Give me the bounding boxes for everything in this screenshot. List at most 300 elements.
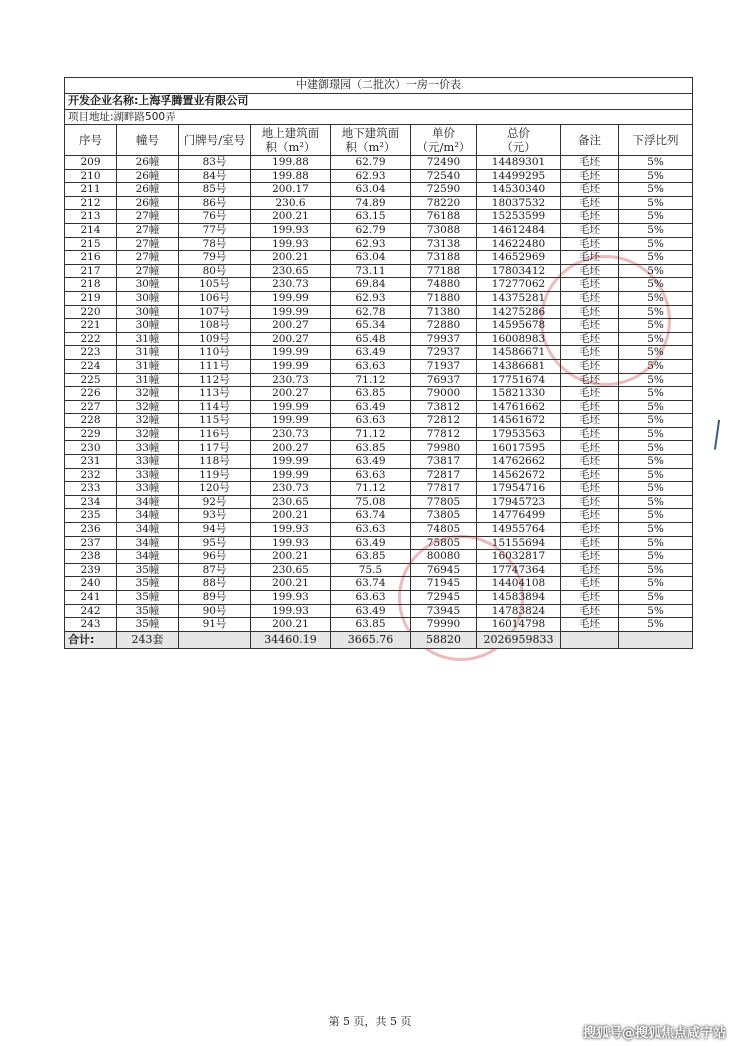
cell-remark: 毛坯 (561, 332, 619, 346)
cell-building: 33幢 (117, 441, 179, 455)
cell-building: 34幢 (117, 550, 179, 564)
header-unit-price-l1: 单价 (432, 126, 455, 140)
cell-building: 31幢 (117, 346, 179, 360)
cell-above-area: 199.99 (251, 414, 331, 428)
cell-seq: 242 (65, 604, 117, 618)
cell-unit: 85号 (179, 183, 251, 197)
cell-unit-price: 73138 (411, 237, 477, 251)
cell-discount: 5% (619, 577, 693, 591)
cell-discount: 5% (619, 278, 693, 292)
cell-unit: 115号 (179, 414, 251, 428)
cell-unit-price: 73805 (411, 509, 477, 523)
cell-total-price: 14652969 (477, 251, 561, 265)
cell-total-price: 14561672 (477, 414, 561, 428)
cell-above-area: 199.93 (251, 237, 331, 251)
cell-seq: 239 (65, 563, 117, 577)
cell-discount: 5% (619, 169, 693, 183)
cell-above-area: 199.99 (251, 305, 331, 319)
cell-total-price: 17747364 (477, 563, 561, 577)
header-above-area-l2: 积（m²） (265, 140, 316, 154)
cell-seq: 226 (65, 387, 117, 401)
cell-unit-price: 76188 (411, 210, 477, 224)
cell-above-area: 199.88 (251, 169, 331, 183)
cell-unit: 79号 (179, 251, 251, 265)
cell-total-price: 15155694 (477, 536, 561, 550)
cell-total-price: 17277062 (477, 278, 561, 292)
cell-total-price: 15821330 (477, 387, 561, 401)
cell-discount: 5% (619, 359, 693, 373)
cell-remark: 毛坯 (561, 495, 619, 509)
cell-total-price: 14595678 (477, 319, 561, 333)
cell-building: 30幢 (117, 278, 179, 292)
cell-below-area: 63.63 (331, 414, 411, 428)
header-below-area-l2: 积（m²） (345, 140, 396, 154)
table-row (65, 536, 693, 550)
table-row (65, 346, 693, 360)
cell-unit-price: 73088 (411, 223, 477, 237)
cell-unit: 107号 (179, 305, 251, 319)
cell-unit: 96号 (179, 550, 251, 564)
totals-total-price: 2026959833 (477, 631, 561, 648)
table-row (65, 591, 693, 605)
cell-building: 27幢 (117, 223, 179, 237)
cell-unit: 92号 (179, 495, 251, 509)
table-row (65, 210, 693, 224)
cell-remark: 毛坯 (561, 210, 619, 224)
cell-seq: 211 (65, 183, 117, 197)
cell-seq: 216 (65, 251, 117, 265)
cell-remark: 毛坯 (561, 414, 619, 428)
cell-above-area: 199.93 (251, 591, 331, 605)
cell-below-area: 62.93 (331, 169, 411, 183)
cell-above-area: 200.21 (251, 210, 331, 224)
cell-above-area: 200.27 (251, 332, 331, 346)
cell-discount: 5% (619, 591, 693, 605)
cell-seq: 235 (65, 509, 117, 523)
totals-below-area: 3665.76 (331, 631, 411, 648)
developer-name: 开发企业名称:上海孚腾置业有限公司 (65, 94, 693, 110)
cell-unit: 105号 (179, 278, 251, 292)
cell-remark: 毛坯 (561, 550, 619, 564)
cell-unit-price: 72812 (411, 414, 477, 428)
cell-below-area: 71.12 (331, 373, 411, 387)
table-row (65, 305, 693, 319)
cell-below-area: 63.63 (331, 468, 411, 482)
cell-remark: 毛坯 (561, 291, 619, 305)
header-unit-price-l2: （元/m²） (416, 140, 471, 154)
header-discount: 下浮比列 (619, 125, 693, 156)
cell-building: 35幢 (117, 577, 179, 591)
cell-remark: 毛坯 (561, 196, 619, 210)
price-table (64, 77, 693, 649)
cell-remark: 毛坯 (561, 400, 619, 414)
table-row (65, 387, 693, 401)
table-row (65, 427, 693, 441)
totals-unit-price: 58820 (411, 631, 477, 648)
cell-total-price: 17803412 (477, 264, 561, 278)
cell-below-area: 74.89 (331, 196, 411, 210)
cell-above-area: 230.65 (251, 563, 331, 577)
cell-unit-price: 72880 (411, 319, 477, 333)
cell-building: 27幢 (117, 237, 179, 251)
cell-discount: 5% (619, 427, 693, 441)
cell-unit: 117号 (179, 441, 251, 455)
cell-discount: 5% (619, 400, 693, 414)
cell-total-price: 17751674 (477, 373, 561, 387)
cell-discount: 5% (619, 291, 693, 305)
cell-total-price: 15253599 (477, 210, 561, 224)
cell-below-area: 65.34 (331, 319, 411, 333)
cell-building: 33幢 (117, 455, 179, 469)
table-row (65, 196, 693, 210)
cell-above-area: 230.73 (251, 373, 331, 387)
cell-total-price: 14562672 (477, 468, 561, 482)
cell-seq: 229 (65, 427, 117, 441)
header-building: 幢号 (117, 125, 179, 156)
cell-unit-price: 77812 (411, 427, 477, 441)
cell-total-price: 14622480 (477, 237, 561, 251)
cell-seq: 214 (65, 223, 117, 237)
cell-seq: 209 (65, 156, 117, 170)
cell-unit: 116号 (179, 427, 251, 441)
cell-discount: 5% (619, 455, 693, 469)
cell-unit: 78号 (179, 237, 251, 251)
cell-remark: 毛坯 (561, 264, 619, 278)
cell-building: 26幢 (117, 169, 179, 183)
cell-above-area: 199.93 (251, 536, 331, 550)
table-row (65, 468, 693, 482)
cell-unit: 86号 (179, 196, 251, 210)
table-row (65, 291, 693, 305)
cell-below-area: 62.79 (331, 223, 411, 237)
cell-seq: 220 (65, 305, 117, 319)
cell-below-area: 63.49 (331, 455, 411, 469)
cell-above-area: 230.65 (251, 264, 331, 278)
cell-seq: 238 (65, 550, 117, 564)
cell-discount: 5% (619, 482, 693, 496)
cell-discount: 5% (619, 237, 693, 251)
cell-below-area: 63.63 (331, 359, 411, 373)
cell-unit-price: 72817 (411, 468, 477, 482)
cell-above-area: 199.99 (251, 400, 331, 414)
cell-below-area: 65.48 (331, 332, 411, 346)
cell-unit-price: 71380 (411, 305, 477, 319)
cell-total-price: 14275286 (477, 305, 561, 319)
cell-above-area: 199.99 (251, 455, 331, 469)
table-row (65, 414, 693, 428)
cell-building: 35幢 (117, 563, 179, 577)
address-row (65, 110, 693, 125)
totals-empty-2 (561, 631, 619, 648)
table-row (65, 400, 693, 414)
developer-row (65, 94, 693, 110)
cell-building: 26幢 (117, 183, 179, 197)
watermark-text: 搜狐号@搜狐焦点咸宁站 (582, 1026, 726, 1041)
cell-seq: 228 (65, 414, 117, 428)
cell-total-price: 17953563 (477, 427, 561, 441)
cell-unit-price: 76937 (411, 373, 477, 387)
cell-below-area: 71.12 (331, 482, 411, 496)
cell-remark: 毛坯 (561, 455, 619, 469)
cell-discount: 5% (619, 305, 693, 319)
table-row (65, 156, 693, 170)
table-title: 中建御璟园（二批次）一房一价表 (65, 78, 693, 94)
cell-unit-price: 74880 (411, 278, 477, 292)
cell-total-price: 17945723 (477, 495, 561, 509)
header-total-price-l2: （元） (501, 140, 536, 154)
table-row (65, 495, 693, 509)
cell-unit: 80号 (179, 264, 251, 278)
cell-unit: 88号 (179, 577, 251, 591)
cell-unit-price: 73812 (411, 400, 477, 414)
table-row (65, 359, 693, 373)
cell-unit: 93号 (179, 509, 251, 523)
cell-above-area: 230.6 (251, 196, 331, 210)
cell-discount: 5% (619, 223, 693, 237)
cell-building: 32幢 (117, 414, 179, 428)
cell-seq: 225 (65, 373, 117, 387)
cell-above-area: 199.88 (251, 156, 331, 170)
cell-total-price: 18037532 (477, 196, 561, 210)
cell-building: 32幢 (117, 387, 179, 401)
cell-remark: 毛坯 (561, 509, 619, 523)
cell-seq: 243 (65, 618, 117, 632)
table-row (65, 237, 693, 251)
cell-total-price: 14499295 (477, 169, 561, 183)
cell-discount: 5% (619, 319, 693, 333)
cell-seq: 241 (65, 591, 117, 605)
cell-discount: 5% (619, 550, 693, 564)
cell-discount: 5% (619, 468, 693, 482)
cell-building: 32幢 (117, 400, 179, 414)
cell-remark: 毛坯 (561, 604, 619, 618)
cell-discount: 5% (619, 183, 693, 197)
cell-remark: 毛坯 (561, 237, 619, 251)
cell-above-area: 200.27 (251, 319, 331, 333)
cell-unit-price: 79990 (411, 618, 477, 632)
cell-below-area: 75.08 (331, 495, 411, 509)
table-row (65, 563, 693, 577)
pen-mark (714, 420, 724, 451)
cell-unit: 119号 (179, 468, 251, 482)
cell-unit: 113号 (179, 387, 251, 401)
cell-unit-price: 72945 (411, 591, 477, 605)
cell-discount: 5% (619, 264, 693, 278)
cell-seq: 232 (65, 468, 117, 482)
cell-remark: 毛坯 (561, 577, 619, 591)
cell-unit-price: 73817 (411, 455, 477, 469)
cell-discount: 5% (619, 523, 693, 537)
cell-below-area: 63.49 (331, 400, 411, 414)
cell-seq: 215 (65, 237, 117, 251)
cell-building: 35幢 (117, 591, 179, 605)
cell-seq: 223 (65, 346, 117, 360)
cell-unit: 90号 (179, 604, 251, 618)
cell-total-price: 14586671 (477, 346, 561, 360)
cell-building: 35幢 (117, 618, 179, 632)
price-table-sheet (64, 77, 692, 649)
header-total-price (477, 125, 561, 156)
cell-unit-price: 74805 (411, 523, 477, 537)
cell-remark: 毛坯 (561, 359, 619, 373)
cell-unit: 118号 (179, 455, 251, 469)
cell-remark: 毛坯 (561, 319, 619, 333)
cell-unit-price: 71880 (411, 291, 477, 305)
cell-discount: 5% (619, 414, 693, 428)
cell-below-area: 63.85 (331, 387, 411, 401)
cell-discount: 5% (619, 441, 693, 455)
cell-total-price: 14612484 (477, 223, 561, 237)
cell-discount: 5% (619, 604, 693, 618)
cell-below-area: 63.74 (331, 577, 411, 591)
cell-seq: 213 (65, 210, 117, 224)
cell-remark: 毛坯 (561, 373, 619, 387)
cell-total-price: 16008983 (477, 332, 561, 346)
cell-seq: 217 (65, 264, 117, 278)
header-below-area-l1: 地下建筑面 (341, 126, 400, 140)
cell-building: 27幢 (117, 210, 179, 224)
cell-total-price: 14530340 (477, 183, 561, 197)
cell-above-area: 230.73 (251, 482, 331, 496)
cell-unit: 83号 (179, 156, 251, 170)
cell-building: 30幢 (117, 291, 179, 305)
cell-unit: 76号 (179, 210, 251, 224)
header-row (65, 125, 693, 156)
cell-below-area: 75.5 (331, 563, 411, 577)
cell-unit-price: 80080 (411, 550, 477, 564)
cell-unit: 106号 (179, 291, 251, 305)
cell-below-area: 63.85 (331, 550, 411, 564)
cell-unit-price: 79000 (411, 387, 477, 401)
cell-discount: 5% (619, 210, 693, 224)
cell-above-area: 200.17 (251, 183, 331, 197)
cell-discount: 5% (619, 509, 693, 523)
cell-unit-price: 71945 (411, 577, 477, 591)
cell-unit-price: 75805 (411, 536, 477, 550)
cell-building: 27幢 (117, 264, 179, 278)
cell-remark: 毛坯 (561, 427, 619, 441)
cell-unit-price: 72590 (411, 183, 477, 197)
table-row (65, 618, 693, 632)
cell-discount: 5% (619, 332, 693, 346)
table-title-row (65, 78, 693, 94)
cell-discount: 5% (619, 346, 693, 360)
cell-total-price: 14762662 (477, 455, 561, 469)
cell-unit-price: 79937 (411, 332, 477, 346)
cell-above-area: 200.21 (251, 251, 331, 265)
cell-below-area: 71.12 (331, 427, 411, 441)
cell-above-area: 230.73 (251, 427, 331, 441)
cell-above-area: 199.99 (251, 291, 331, 305)
cell-unit: 108号 (179, 319, 251, 333)
cell-below-area: 62.79 (331, 156, 411, 170)
cell-unit: 114号 (179, 400, 251, 414)
cell-remark: 毛坯 (561, 441, 619, 455)
cell-unit: 95号 (179, 536, 251, 550)
cell-remark: 毛坯 (561, 346, 619, 360)
totals-above-area: 34460.19 (251, 631, 331, 648)
cell-unit: 89号 (179, 591, 251, 605)
cell-remark: 毛坯 (561, 387, 619, 401)
cell-above-area: 199.93 (251, 604, 331, 618)
cell-above-area: 230.73 (251, 278, 331, 292)
cell-seq: 227 (65, 400, 117, 414)
cell-below-area: 63.85 (331, 618, 411, 632)
cell-above-area: 200.21 (251, 618, 331, 632)
totals-count: 243套 (117, 631, 179, 648)
header-remark: 备注 (561, 125, 619, 156)
table-row (65, 509, 693, 523)
cell-total-price: 16032817 (477, 550, 561, 564)
cell-discount: 5% (619, 618, 693, 632)
table-row (65, 441, 693, 455)
cell-below-area: 62.93 (331, 237, 411, 251)
cell-seq: 236 (65, 523, 117, 537)
cell-remark: 毛坯 (561, 523, 619, 537)
cell-total-price: 14583894 (477, 591, 561, 605)
cell-unit-price: 72540 (411, 169, 477, 183)
cell-below-area: 63.85 (331, 441, 411, 455)
cell-seq: 231 (65, 455, 117, 469)
cell-total-price: 14776499 (477, 509, 561, 523)
page-footer: 第 5 页，共 5 页 (328, 1015, 412, 1028)
cell-building: 33幢 (117, 482, 179, 496)
cell-remark: 毛坯 (561, 563, 619, 577)
cell-unit-price: 73188 (411, 251, 477, 265)
cell-building: 30幢 (117, 319, 179, 333)
cell-unit-price: 73945 (411, 604, 477, 618)
table-row (65, 523, 693, 537)
cell-unit-price: 79980 (411, 441, 477, 455)
cell-above-area: 199.99 (251, 468, 331, 482)
cell-remark: 毛坯 (561, 468, 619, 482)
cell-building: 31幢 (117, 359, 179, 373)
table-row (65, 455, 693, 469)
cell-seq: 212 (65, 196, 117, 210)
cell-below-area: 73.11 (331, 264, 411, 278)
cell-unit: 91号 (179, 618, 251, 632)
cell-seq: 230 (65, 441, 117, 455)
cell-seq: 237 (65, 536, 117, 550)
cell-below-area: 63.63 (331, 591, 411, 605)
cell-above-area: 200.27 (251, 441, 331, 455)
cell-total-price: 16014798 (477, 618, 561, 632)
cell-above-area: 200.27 (251, 387, 331, 401)
cell-total-price: 14783824 (477, 604, 561, 618)
cell-below-area: 63.04 (331, 183, 411, 197)
cell-remark: 毛坯 (561, 618, 619, 632)
cell-unit-price: 72490 (411, 156, 477, 170)
table-row (65, 604, 693, 618)
table-row (65, 373, 693, 387)
project-address: 项目地址:湖畔路500弄 (65, 110, 693, 125)
cell-remark: 毛坯 (561, 591, 619, 605)
cell-total-price: 14761662 (477, 400, 561, 414)
cell-seq: 224 (65, 359, 117, 373)
cell-building: 34幢 (117, 536, 179, 550)
cell-total-price: 14386681 (477, 359, 561, 373)
cell-unit: 87号 (179, 563, 251, 577)
cell-remark: 毛坯 (561, 223, 619, 237)
cell-remark: 毛坯 (561, 482, 619, 496)
cell-remark: 毛坯 (561, 251, 619, 265)
cell-seq: 210 (65, 169, 117, 183)
cell-seq: 222 (65, 332, 117, 346)
cell-building: 26幢 (117, 196, 179, 210)
table-row (65, 332, 693, 346)
cell-unit: 112号 (179, 373, 251, 387)
cell-unit-price: 72937 (411, 346, 477, 360)
